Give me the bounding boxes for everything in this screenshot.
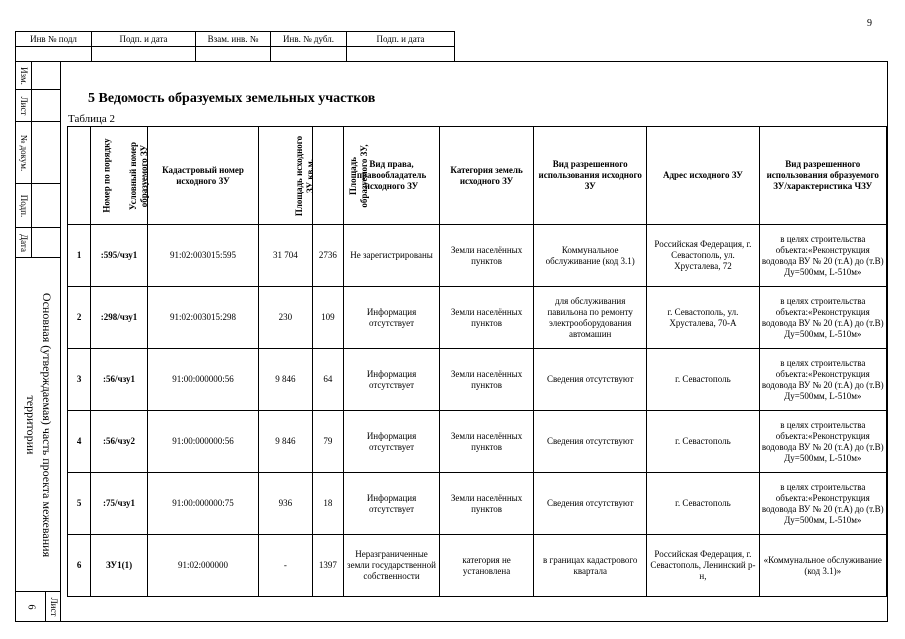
- header-number: Номер по порядку: [68, 127, 91, 225]
- table-caption: Таблица 2: [68, 113, 116, 125]
- header-address: Адрес исходного ЗУ: [647, 127, 759, 225]
- sheet-number: 6: [25, 604, 36, 610]
- header-source-area: Площадь исходного ЗУ кв.м.: [259, 127, 313, 225]
- cell-new-area: 109: [312, 287, 343, 349]
- cell-right-type: Информация отсутствует: [344, 287, 440, 349]
- cell-cadastral-number: 91:02:000000: [147, 535, 258, 597]
- cell-land-category: Земли населённых пунктов: [440, 473, 534, 535]
- cell-source-usage: Сведения отсутствуют: [534, 473, 647, 535]
- cell-cadastral-number: 91:02:003015:595: [147, 225, 258, 287]
- stamp-vzam-inv: Взам. инв. №: [196, 32, 271, 47]
- cell-new-usage: в целях строительства объекта:«Реконструкция водовода ВУ № 20 (т.А) до (т.В) Ду=500мм, L-510м»: [759, 473, 886, 535]
- stamp-inv-dubl: Инв. № дубл.: [271, 32, 347, 47]
- cell-number: 6: [68, 535, 91, 597]
- table-row: [68, 411, 887, 473]
- cell-right-type: Неразграниченные земли государственной собственности: [344, 535, 440, 597]
- cell-source-area: 9 846: [259, 349, 313, 411]
- header-cadastral-number: Кадастровый номер исходного ЗУ: [147, 127, 258, 225]
- cell-land-category: Земли населённых пунктов: [440, 411, 534, 473]
- cell-right-type: Информация отсутствует: [344, 349, 440, 411]
- cell-number: 3: [68, 349, 91, 411]
- cell-address: г. Севастополь: [647, 411, 759, 473]
- stamp-podp-data-2: Подп. и дата: [347, 32, 455, 47]
- cell-address: Российская Федерация, г. Севастополь, ул. Хрусталева, 72: [647, 225, 759, 287]
- table-row: [68, 225, 887, 287]
- cell-new-area: 64: [312, 349, 343, 411]
- cell-new-usage: «Коммунальное обслуживание (код 3.1)»: [759, 535, 886, 597]
- stamp-izm: Изм.: [18, 66, 29, 85]
- cell-new-area: 2736: [312, 225, 343, 287]
- cell-new-area: 79: [312, 411, 343, 473]
- cell-conditional-number: :75/чзу1: [91, 473, 148, 535]
- cell-cadastral-number: 91:00:000000:75: [147, 473, 258, 535]
- cell-new-area: 18: [312, 473, 343, 535]
- cell-conditional-number: :595/чзу1: [91, 225, 148, 287]
- cell-right-type: Информация отсутствует: [344, 411, 440, 473]
- left-stamp-column: [15, 61, 60, 622]
- cell-address: Российская Федерация, г. Севастополь, Ленинский р-н,: [647, 535, 759, 597]
- cell-source-area: 9 846: [259, 411, 313, 473]
- sheet-label: Лист: [48, 597, 59, 617]
- stamp-n-dokum: № докум.: [18, 134, 29, 171]
- cell-land-category: Земли населённых пунктов: [440, 287, 534, 349]
- cell-source-area: 31 704: [259, 225, 313, 287]
- cell-new-area: 1397: [312, 535, 343, 597]
- cell-cadastral-number: 91:02:003015:298: [147, 287, 258, 349]
- top-stamp: [15, 31, 454, 61]
- stamp-data: Дата: [18, 233, 29, 252]
- cell-conditional-number: :298/чзу1: [91, 287, 148, 349]
- section-title: 5 Ведомость образуемых земельных участков: [88, 91, 376, 106]
- page-number: 9: [867, 18, 872, 29]
- cell-number: 5: [68, 473, 91, 535]
- cell-source-usage: Коммунальное обслуживание (код 3.1): [534, 225, 647, 287]
- parcels-table: [67, 126, 887, 597]
- table-row: [68, 287, 887, 349]
- cell-source-area: -: [259, 535, 313, 597]
- cell-conditional-number: ЗУ1(1): [91, 535, 148, 597]
- cell-source-usage: в границах кадастрового квартала: [534, 535, 647, 597]
- cell-cadastral-number: 91:00:000000:56: [147, 411, 258, 473]
- cell-source-usage: Сведения отсутствуют: [534, 349, 647, 411]
- cell-conditional-number: :56/чзу1: [91, 349, 148, 411]
- cell-right-type: Информация отсутствует: [344, 473, 440, 535]
- cell-number: 2: [68, 287, 91, 349]
- cell-number: 1: [68, 225, 91, 287]
- cell-source-area: 936: [259, 473, 313, 535]
- table-row: [68, 349, 887, 411]
- cell-right-type: Не зарегистрированы: [344, 225, 440, 287]
- cell-cadastral-number: 91:00:000000:56: [147, 349, 258, 411]
- cell-conditional-number: :56/чзу2: [91, 411, 148, 473]
- cell-source-area: 230: [259, 287, 313, 349]
- header-conditional-number: Условный номер образуемого ЗУ: [91, 127, 148, 225]
- cell-address: г. Севастополь: [647, 473, 759, 535]
- cell-new-usage: в целях строительства объекта:«Реконструкция водовода ВУ № 20 (т.А) до (т.В) Ду=500мм, L-510м»: [759, 411, 886, 473]
- header-land-category: Категория земель исходного ЗУ: [440, 127, 534, 225]
- header-new-usage: Вид разрешенного использования образуемого ЗУ/характеристика ЧЗУ: [759, 127, 886, 225]
- cell-source-usage: для обслуживания павильона по ремонту электрооборудования автомашин: [534, 287, 647, 349]
- cell-new-usage: в целях строительства объекта:«Реконструкция водовода ВУ № 20 (т.А) до (т.В) Ду=500мм, L-510м»: [759, 225, 886, 287]
- cell-number: 4: [68, 411, 91, 473]
- cell-land-category: категория не установлена: [440, 535, 534, 597]
- cell-address: г. Севастополь: [647, 349, 759, 411]
- stamp-inv-podl: Инв № подл: [16, 32, 92, 47]
- cell-land-category: Земли населённых пунктов: [440, 349, 534, 411]
- table-row: [68, 473, 887, 535]
- header-right-type: Вид права, правообладатель исходного ЗУ: [344, 127, 440, 225]
- stamp-list: Лист: [18, 96, 29, 115]
- header-source-usage: Вид разрешенного использования исходного ЗУ: [534, 127, 647, 225]
- table-row: [68, 535, 887, 597]
- header-new-area: Площадь образуемого ЗУ,: [312, 127, 343, 225]
- cell-new-usage: в целях строительства объекта:«Реконструкция водовода ВУ № 20 (т.А) до (т.В) Ду=500мм, L-510м»: [759, 349, 886, 411]
- cell-source-usage: Сведения отсутствуют: [534, 411, 647, 473]
- stamp-podp: Подп.: [18, 194, 29, 217]
- cell-new-usage: в целях строительства объекта:«Реконструкция водовода ВУ № 20 (т.А) до (т.В) Ду=500мм, L-510м»: [759, 287, 886, 349]
- cell-land-category: Земли населённых пунктов: [440, 225, 534, 287]
- cell-address: г. Севастополь, ул. Хрусталева, 70-А: [647, 287, 759, 349]
- stamp-podp-data-1: Подп. и дата: [92, 32, 196, 47]
- vertical-document-title: Основная (утверждаемая) часть проекта межевания территории: [23, 292, 54, 557]
